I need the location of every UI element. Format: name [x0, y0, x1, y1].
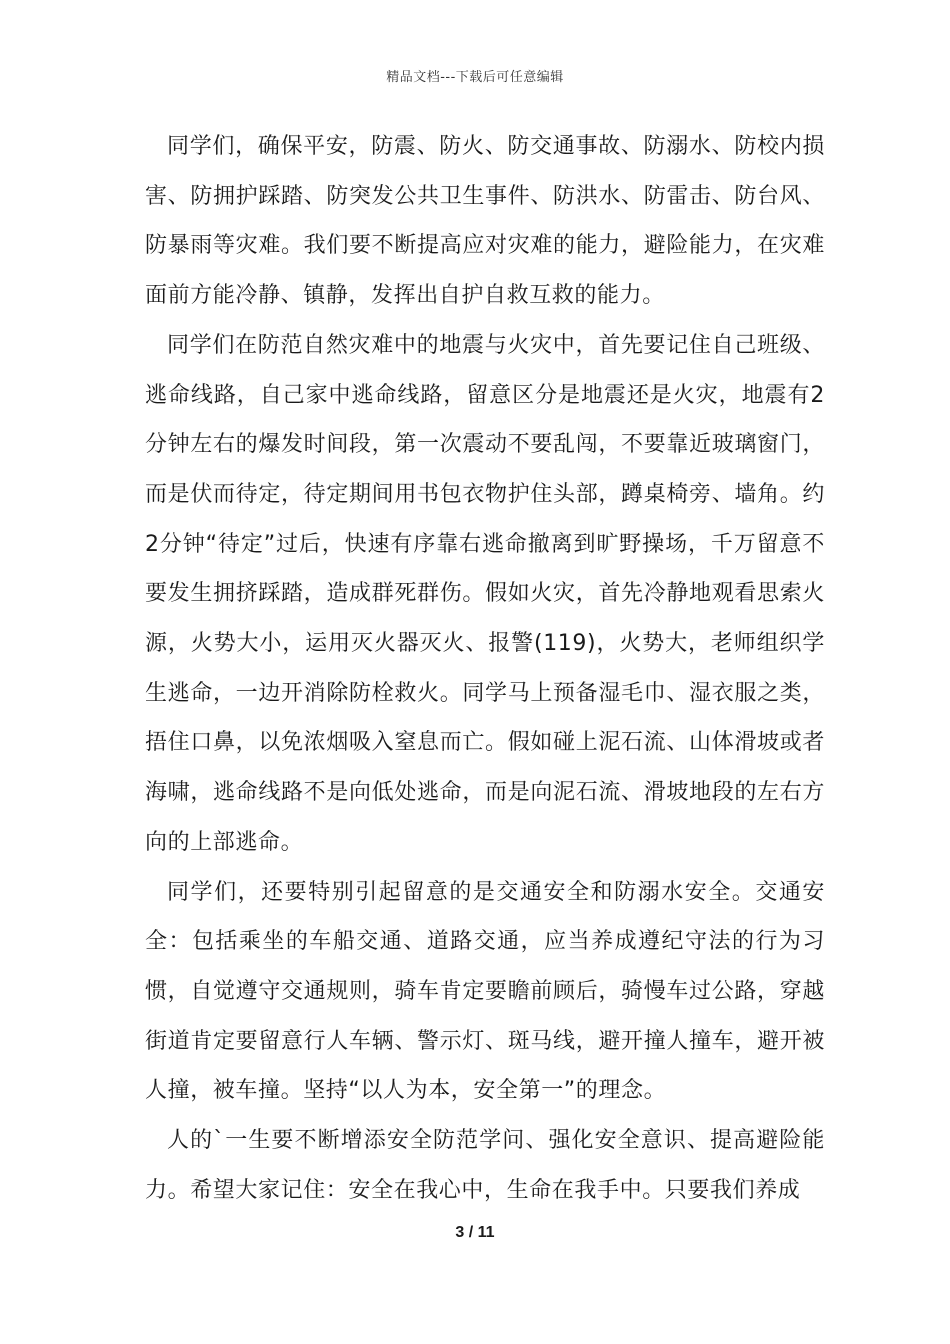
paragraph-conclusion: 人的`一生要不断增添安全防范学问、强化安全意识、提高避险能力。希望大家记住：安全在我心中，生命在我手中。只要我们养成 [145, 1128, 825, 1203]
document-body [145, 122, 825, 1215]
page-header: 精品文档---下载后可任意编辑 [386, 70, 564, 85]
paragraph-traffic-safety: 同学们，还要特别引起留意的是交通安全和防溺水安全。交通安全：包括乘坐的车船交通、道路交通，应当养成遵纪守法的行为习惯，自觉遵守交通规则，骑车肯定要瞻前顾后，骑慢车过公路，穿越街道肯定要留意行人车辆、警示灯、斑马线，避开撞人撞车，避开被人撞，被车撞。坚持“以人为本，安全第一”的理念。 [145, 879, 825, 1104]
page-number: 3 / 11 [455, 1224, 495, 1241]
paragraph-safety-overview: 同学们，确保平安，防震、防火、防交通事故、防溺水、防校内损害、防拥护踩踏、防突发公共卫生事件、防洪水、防雷击、防台风、防暴雨等灾难。我们要不断提高应对灾难的能力，避险能力，在灾难面前方能冷静、镇静，发挥出自护自救互救的能力。 [145, 134, 825, 309]
paragraph-earthquake-fire: 同学们在防范自然灾难中的地震与火灾中，首先要记住自己班级、逃命线路，自己家中逃命线路，留意区分是地震还是火灾，地震有2分钟左右的爆发时间段，第一次震动不要乱闯，不要靠近玻璃窗门，而是伏而待定，待定期间用书包衣物护住头部，蹲桌椅旁、墙角。约2分钟“待定”过后，快速有序靠右逃命撤离到旷野操场，千万留意不要发生拥挤踩踏，造成群死群伤。假如火灾，首先冷静地观看思索火源，火势大小，运用灭火器灭火、报警(119)，火势大，老师组织学生逃命，一边开消除防栓救火。同学马上预备湿毛巾、湿衣服之类，捂住口鼻，以免浓烟吸入窒息而亡。假如碰上泥石流、山体滑坡或者海啸，逃命线路不是向低处逃命，而是向泥石流、滑坡地段的左右方向的上部逃命。 [145, 332, 825, 855]
